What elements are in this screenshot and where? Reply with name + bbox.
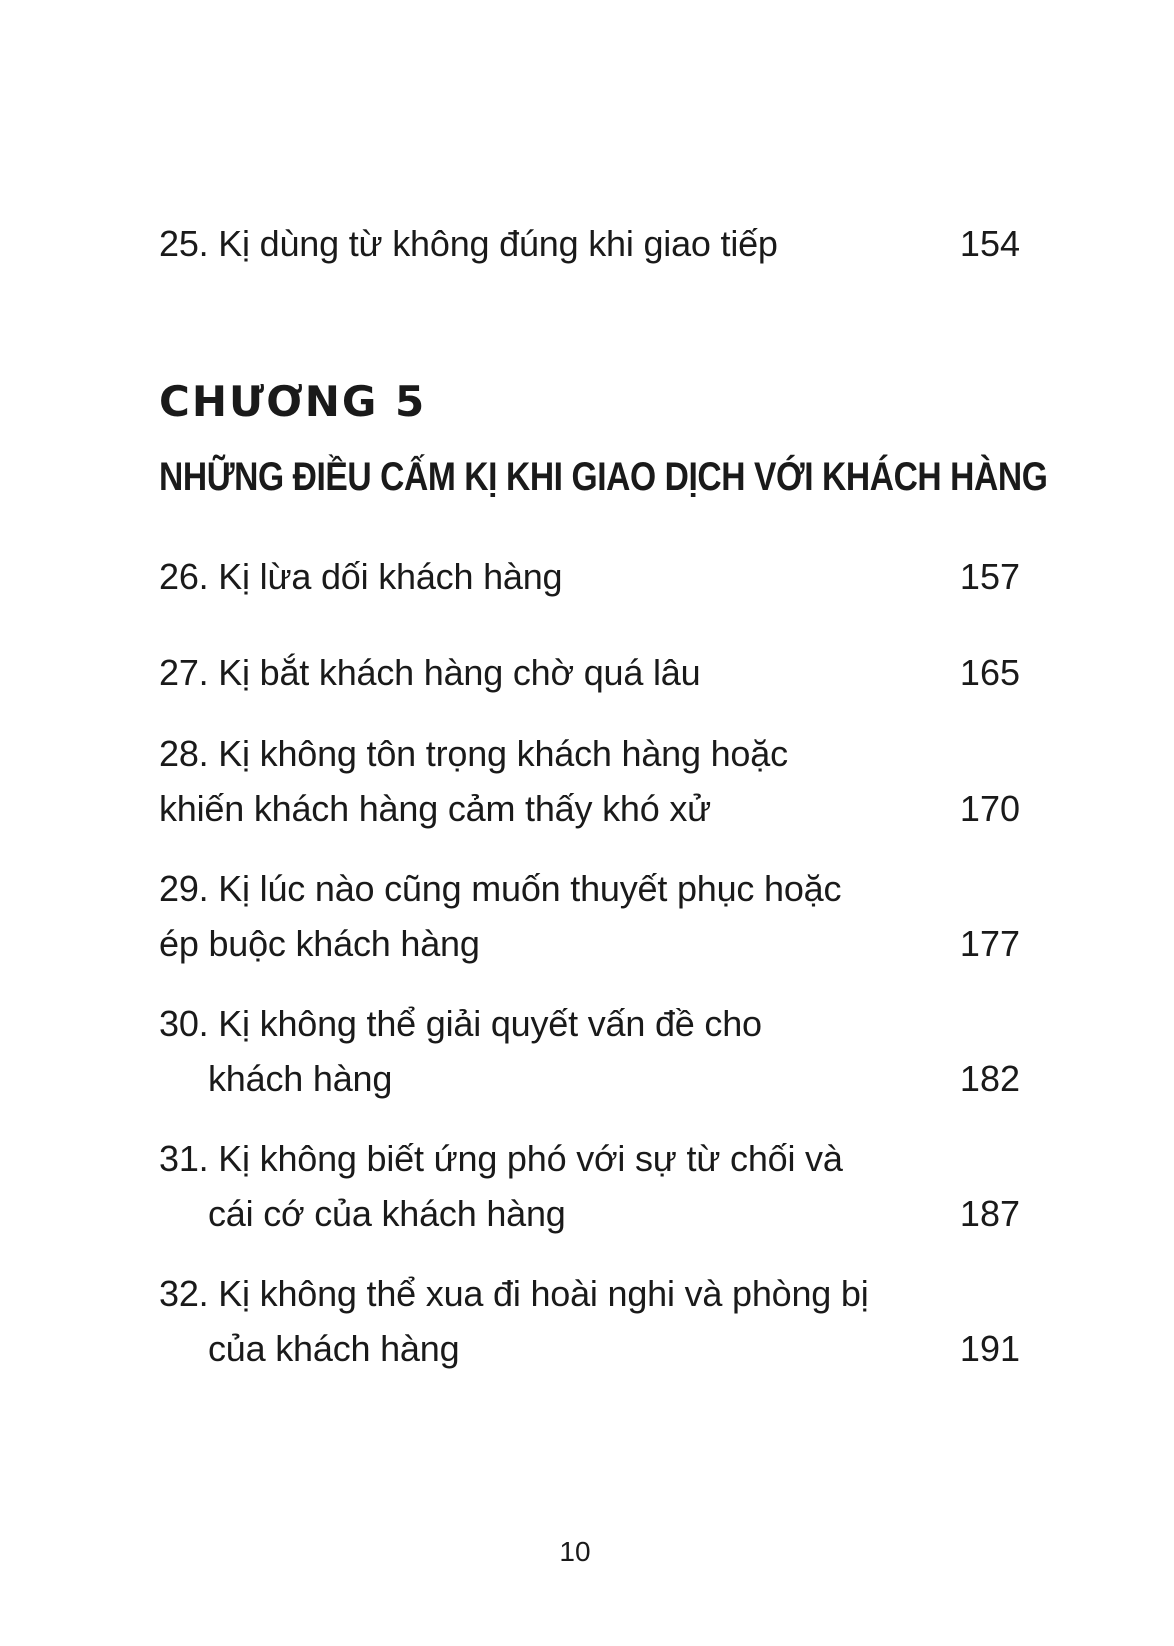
toc-entry-28-title: 28. Kị không tôn trọng khách hàng hoặc [159,733,788,774]
chapter-label: CHƯƠNG 5 [159,377,427,426]
toc-entry-27-page: 165 [959,652,1020,693]
toc-entry-32-title: 32. Kị không thể xua đi hoài nghi và phòng bị [159,1273,869,1314]
page-number: 10 [559,1536,591,1567]
toc-entry-25-title: 25. Kị dùng từ không đúng khi giao tiếp [159,223,778,264]
toc-entry-30-title: 30. Kị không thể giải quyết vấn đề cho [159,1003,762,1044]
toc-entry-28-page: 170 [959,788,1020,829]
chapter-title: NHỮNG ĐIỀU CẤM KỊ KHI GIAO DỊCH VỚI KHÁCH HÀNG [159,455,1048,499]
toc-entry-29-title: 29. Kị lúc nào cũng muốn thuyết phục hoặc [159,868,842,909]
toc-entry-31-page: 187 [959,1193,1020,1234]
toc-entry-26-title: 26. Kị lừa dối khách hàng [159,556,563,597]
toc-entry-29-title-cont: ép buộc khách hàng [159,923,480,964]
toc-entry-26-page: 157 [959,556,1020,597]
toc-entry-25-page: 154 [959,223,1020,264]
toc-entry-29-page: 177 [959,923,1020,964]
toc-entry-30-page: 182 [959,1058,1020,1099]
toc-entry-31-title-cont: cái cớ của khách hàng [208,1193,566,1234]
toc-entry-32-page: 191 [959,1328,1020,1369]
toc-entry-32-title-cont: của khách hàng [208,1328,460,1369]
toc-entry-27-title: 27. Kị bắt khách hàng chờ quá lâu [159,652,701,693]
toc-entry-30-title-cont: khách hàng [208,1058,393,1099]
toc-entry-28-title-cont: khiến khách hàng cảm thấy khó xử [159,788,712,829]
toc-entry-31-title: 31. Kị không biết ứng phó với sự từ chối và [159,1138,843,1179]
